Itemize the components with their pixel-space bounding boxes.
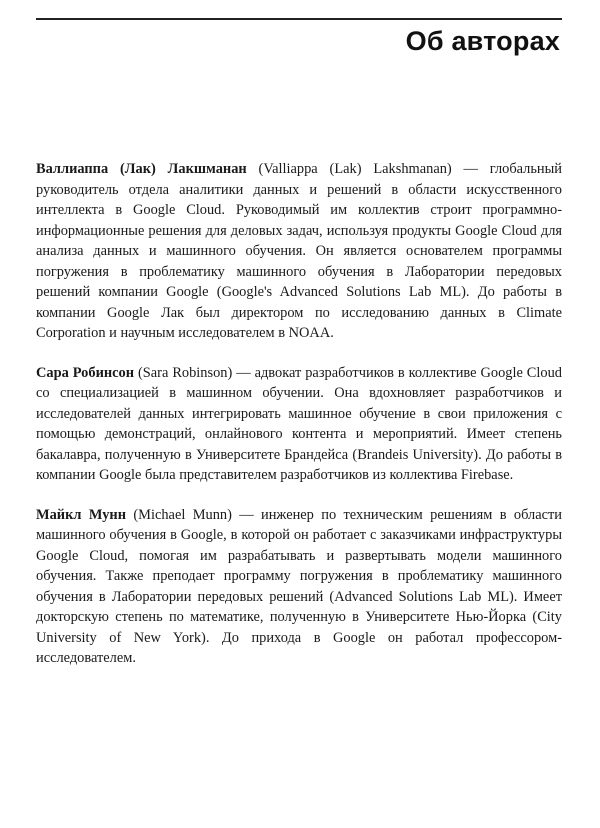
author-bio-lakshmanan <box>36 159 562 344</box>
author-name: Сара Робинсон <box>36 364 135 381</box>
header-rule <box>36 18 562 20</box>
author-bio-munn <box>36 505 562 669</box>
author-bio-robinson <box>36 363 562 486</box>
author-description: (Sara Robinson) — адвокат разработчиков в коллективе Google Cloud со специализацией в машинном обучении. Она вдохновляет разработчиков и исследователей данных интегрировать машинное обучение в свои приложения с помощью демонстраций, онлайнового контента и мероприятий. Имеет степень бакалавра, полученную в Университете Брандейса (Brandeis University). До работы в компании Google была представителем разработчиков из коллектива Firebase. <box>36 364 562 483</box>
author-description: (Michael Munn) — инженер по техническим решениям в области машинного обучения в Google, в которой он работает с заказчиками инфраструктуры Google Cloud, помогая им разрабатывать и развертывать модели машинного обучения. Также преподает программу погружения в проблематику машинного обучения в Лаборатории передовых решений (Advanced Solutions Lab ML). Имеет докторскую степень по математике, полученную в Университете Нью-Йорка (City University of New York). До прихода в Google он работал профессором-исследователем. <box>36 506 562 666</box>
authors-section <box>36 159 562 688</box>
page-title: Об авторах <box>405 26 560 56</box>
author-description: (Valliappa (Lak) Lakshmanan) — глобальный руководитель отдела аналитики данных и решений в области искусственного интеллекта в Google Cloud. Руководимый им коллектив строит программно-информационные решения для деловых задач, используя продукты Google Cloud для анализа данных и машинного обучения. Он является основателем программы погружения в проблематику машинного обучения в Лаборатории передовых решений компании Google (Google's Advanced Solutions Lab ML). До работы в компании Google Лак был директором по исследованию данных в Climate Corporation и научным исследователем в NOAA. <box>36 161 562 341</box>
author-name: Майкл Мунн <box>36 506 126 523</box>
author-name: Валлиаппа (Лак) Лакшманан <box>36 161 247 177</box>
